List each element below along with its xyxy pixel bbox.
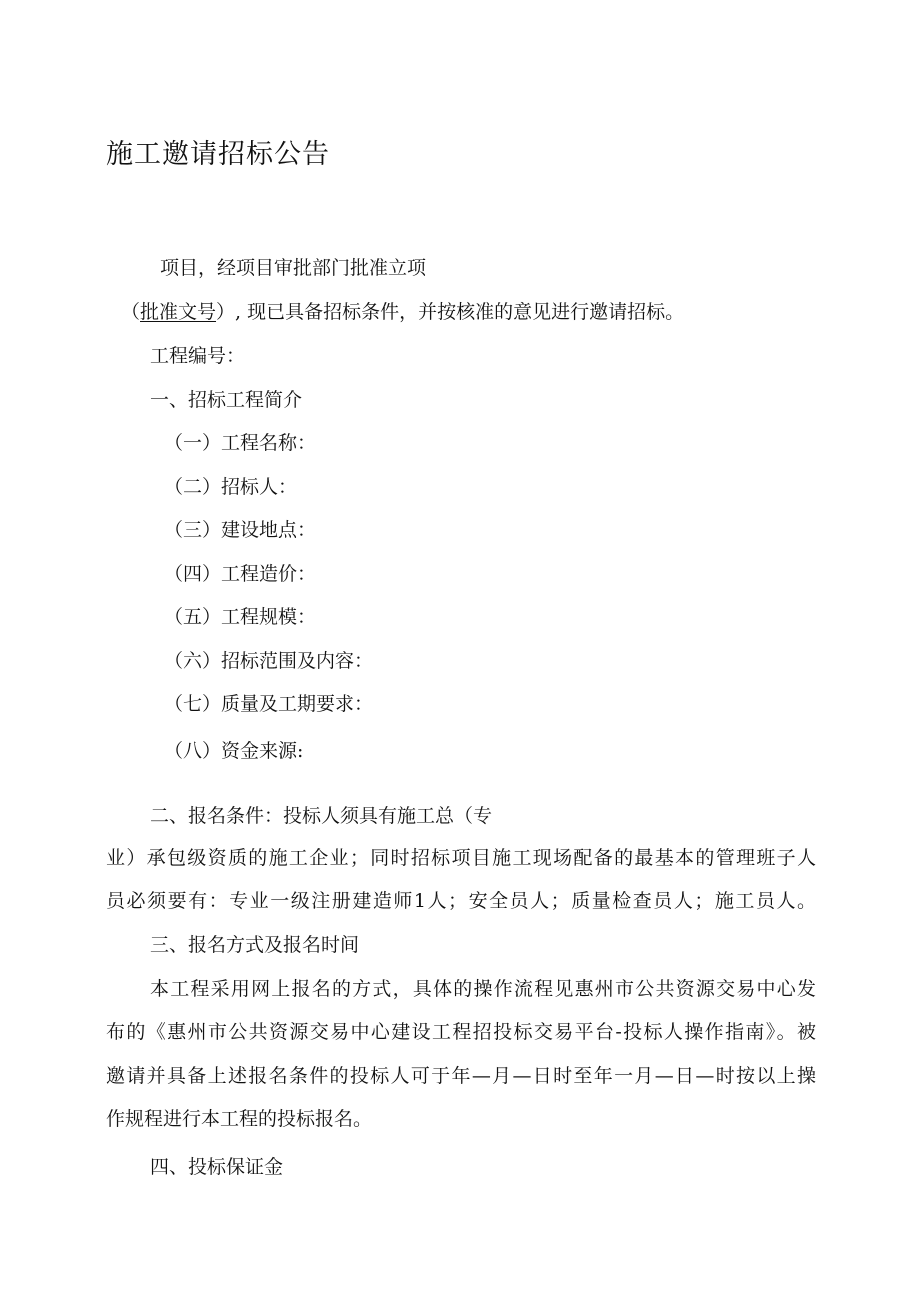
approval-number-placeholder: 批准文号 — [140, 301, 217, 323]
section-1-item-5: （五）工程规模： — [164, 606, 317, 628]
section-3-line-1: 本工程采用网上报名的方式，具体的操作流程见惠州市公共资源交易中心发 — [150, 978, 816, 1000]
section-1-item-3: （三）建设地点： — [164, 519, 317, 541]
section-4-heading: 四、投标保证金 — [150, 1156, 284, 1178]
section-1-item-8: （八）资金来源: — [164, 740, 304, 762]
intro-line-2 — [121, 300, 684, 324]
section-2-line-2: 业）承包级资质的施工企业；同时招标项目施工现场配备的最基本的管理班子人 — [106, 847, 816, 869]
section-3-line-3: 邀请并具备上述报名条件的投标人可于年—月—日时至年一月—日—时按以上操 — [106, 1065, 816, 1087]
intro-open-paren: （ — [121, 301, 141, 323]
section-3-line-2: 布的《惠州市公共资源交易中心建设工程招投标交易平台-投标人操作指南》。被 — [106, 1021, 816, 1043]
document-title: 施工邀请招标公告 — [106, 139, 330, 170]
section-1-item-7: （七）质量及工期要求： — [164, 693, 374, 715]
section-1-item-2: （二）招标人： — [164, 476, 298, 498]
section-3-line-4: 作规程进行本工程的投标报名。 — [106, 1108, 373, 1130]
project-number-label: 工程编号： — [150, 345, 246, 367]
section-1-item-6: （六）招标范围及内容： — [164, 650, 374, 672]
section-1-item-4: （四）工程造价： — [164, 563, 317, 585]
section-1-heading: 一、招标工程简介 — [150, 389, 303, 411]
section-2-line-1: 二、报名条件：投标人须具有施工总（专 — [150, 805, 493, 827]
section-3-heading: 三、报名方式及报名时间 — [150, 934, 360, 956]
section-1-item-1: （一）工程名称： — [164, 432, 317, 454]
intro-line-2-rest: ）, 现已具备招标条件，并按核准的意见进行邀请招标。 — [216, 301, 685, 323]
section-2-line-3: 员必须要有：专业一级注册建造师1人；安全员人；质量检查员人；施工员人。 — [106, 890, 816, 912]
intro-line-1: 项目，经项目审批部门批准立项 — [160, 257, 427, 279]
